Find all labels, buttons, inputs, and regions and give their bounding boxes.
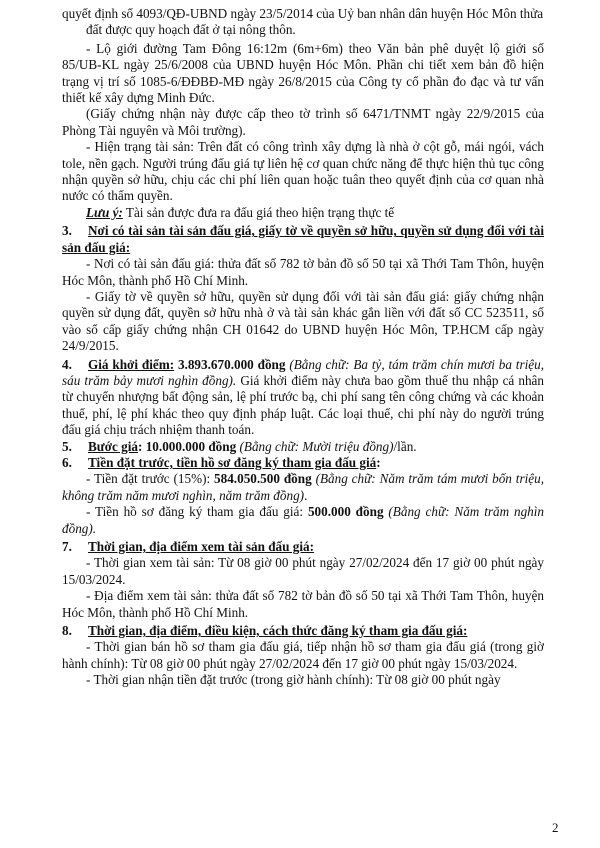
bid-step-label: Bước giá: [88, 438, 139, 454]
fee-words: (Bằng chữ: Năm trăm nghìn đồng).: [62, 504, 545, 536]
section-number: 8.: [62, 623, 72, 639]
page-number: 2: [552, 820, 559, 835]
section-8-heading: [62, 623, 544, 639]
paragraph-decision: [62, 6, 544, 39]
paragraph-note: [62, 205, 544, 221]
section-3-heading: [62, 223, 544, 256]
paragraph-asset-status: - Hiện trạng tài sản: Trên đất có công trình xây dựng là nhà ở cột gỗ, mái ngói, vách tole, nền gạch. Người trúng đấu giá tự liên hệ cơ quan chức năng để thực hiện thủ tục công nhận quyền sở hữu, chịu các chi phí liên quan hoặc tuân theo quyết định của cơ quan nhà nước có thẩm quyền.: [62, 139, 544, 204]
section-6-deposit: [62, 471, 544, 504]
section-7-heading: [62, 539, 544, 555]
section-title: Tiền đặt trước, tiền hồ sơ đăng ký tham gia đấu giá: [88, 454, 377, 470]
section-number: 4.: [62, 356, 72, 372]
section-number: 6.: [62, 454, 72, 470]
text-line: quyết định số 4093/QĐ-UBND ngày 23/5/2014 của Uỷ ban nhân dân huyện Hóc Môn thửa: [62, 6, 544, 21]
section-3-location: - Nơi có tài sản đấu giá: thửa đất số 782 tờ bản đồ số 50 tại xã Thới Tam Thôn, huyện Hóc Môn, thành phố Hồ Chí Minh.: [62, 256, 544, 288]
document-body: [62, 6, 544, 689]
section-number: 7.: [62, 539, 72, 554]
fee-amount: 500.000 đồng: [307, 504, 384, 520]
paragraph-road-boundary: - Lộ giới đường Tam Đông 16:12m (6m+6m) theo Văn bản phê duyệt lộ giới số 85/UB-KL ngày 25/6/2008 của UBND huyện Hóc Môn. Phần chi tiết xem bản đồ hiện trạng vị trí số 1085-6/ĐĐBĐ-MĐ ngày 26/8/2015 của Công ty cổ phần đo đạc và tư vấn thiết kế xây dựng Minh Đức.: [62, 40, 544, 106]
section-number: 5.: [62, 438, 72, 454]
section-7-viewing-time: - Thời gian xem tài sản: Từ 08 giờ 00 phút ngày 27/02/2024 đến 17 giờ 00 phút ngày 15/03/2024.: [62, 555, 544, 587]
deposit-amount: 584.050.500 đồng: [214, 471, 312, 487]
starting-price-label: Giá khởi điểm:: [88, 356, 175, 372]
section-8-sale-time: - Thời gian bán hồ sơ tham gia đấu giá, tiếp nhận hồ sơ tham gia đấu giá (trong giờ hành chính): Từ 08 giờ 00 phút ngày 27/02/2024 đến 17 giờ 00 phút ngày 15/03/2024.: [62, 639, 544, 671]
note-label: Lưu ý:: [86, 204, 123, 220]
section-title: Thời gian, địa điểm, điều kiện, cách thức đăng ký tham gia đấu giá:: [88, 623, 468, 639]
starting-price-amount: 3.893.670.000 đồng: [174, 356, 286, 372]
note-text: Tài sản được đưa ra đấu giá theo hiện trạng thực tế: [122, 204, 395, 220]
starting-price-words: (Bằng chữ: Ba tỷ, tám trăm chín mươi ba triệu, sáu trăm bảy mươi nghìn đồng).: [62, 356, 544, 388]
section-5-bid-step: [62, 439, 544, 455]
section-4-starting-price: [62, 357, 544, 439]
section-6-fee: [62, 504, 544, 537]
text-line: đất được quy hoạch đất ở tại nông thôn.: [86, 22, 296, 38]
starting-price-note: Giá khởi điểm này chưa bao gồm thuế thu nhập cá nhân từ chuyển nhượng bất động sản, lệ phí trước bạ, chi phí sang tên công chứng và các khoản thuế, phí, lệ phí khác theo quy định pháp luật. Các loại thuế, chi phí này do người trúng đấu giá chịu trách nhiệm thanh toán.: [62, 372, 545, 438]
bid-step-amount: : 10.000.000 đồng: [138, 438, 237, 454]
colon: :: [376, 454, 381, 470]
section-3-documents: - Giấy tờ về quyền sở hữu, quyền sử dụng đối với tài sản đấu giá: giấy chứng nhận quyền sử dụng đất, quyền sở hữu nhà ở và tài sản khác gắn liền với đất số CC 523511, số vào sổ cấp giấy chứng nhận CH 01642 do UBND huyện Hóc Môn, TP.HCM cấp ngày 24/9/2015.: [62, 288, 544, 354]
bid-step-tail: /lần.: [393, 438, 417, 454]
period: .: [304, 487, 308, 503]
section-number: 3.: [62, 223, 72, 239]
section-6-heading: [62, 455, 544, 471]
deposit-label: - Tiền đặt trước (15%):: [86, 471, 215, 487]
fee-label: - Tiền hồ sơ đăng ký tham gia đấu giá:: [86, 504, 308, 520]
section-title: Nơi có tài sản tài sản đấu giá, giấy tờ về quyền sở hữu, quyền sử dụng đối với tài sản đấu giá:: [62, 223, 544, 255]
section-title: Thời gian, địa điểm xem tài sản đấu giá:: [88, 539, 315, 554]
bid-step-words: (Bằng chữ: Mười triệu đồng): [236, 438, 394, 454]
section-7-viewing-place: - Địa điểm xem tài sản: thửa đất số 782 tờ bản đồ số 50 tại xã Thới Tam Thôn, huyện Hóc Môn, thành phố Hồ Chí Minh.: [62, 588, 544, 620]
deposit-words: (Bằng chữ: Năm trăm tám mươi bốn triệu, không trăm năm mươi nghìn, năm trăm đồng): [62, 471, 544, 503]
section-8-deposit-time: - Thời gian nhận tiền đặt trước (trong giờ hành chính): Từ 08 giờ 00 phút ngày: [86, 672, 501, 688]
paragraph-certificate-note: (Giấy chứng nhận này được cấp theo tờ trình số 6471/TNMT ngày 22/9/2015 của Phòng Tài nguyên và Môi trường).: [62, 106, 544, 138]
